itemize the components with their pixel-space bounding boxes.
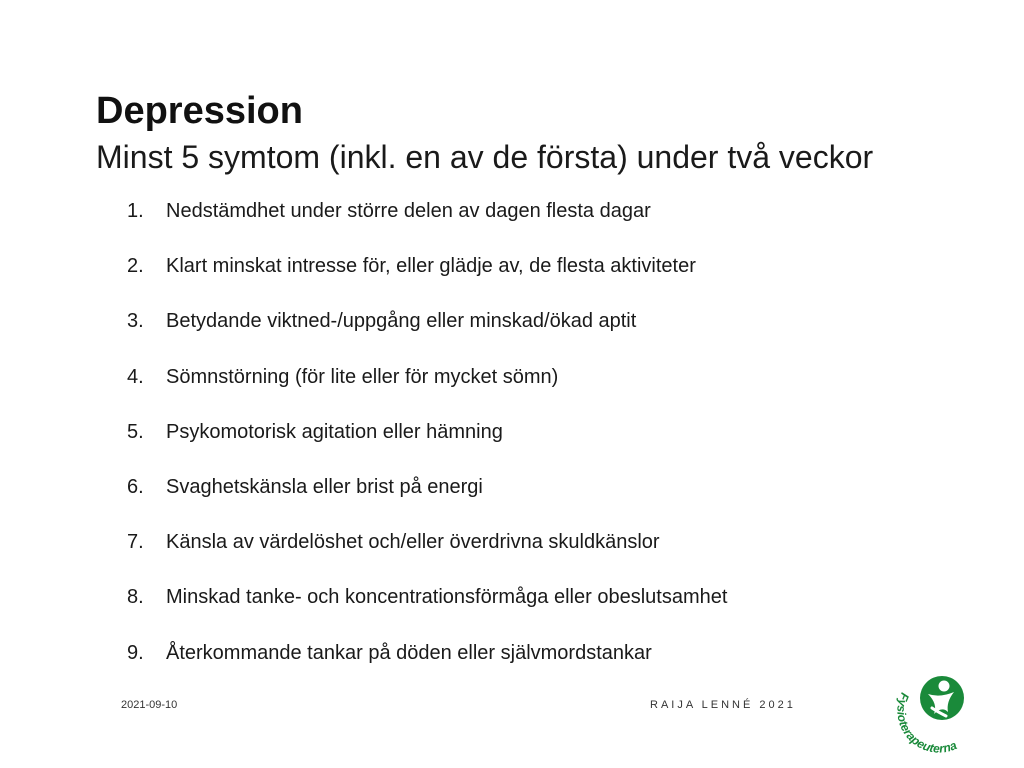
footer-date: 2021-09-10 [121,699,178,711]
list-item-text: Minskad tanke- och koncentrationsförmåga eller obeslutsamhet [166,586,728,609]
list-item-text: Klart minskat intresse för, eller glädje av, de flesta aktiviteter [166,255,696,278]
footer-author: RAIJA LENNÉ 2021 [650,699,796,711]
list-item-text: Betydande viktned-/uppgång eller minskad/ökad aptit [166,310,637,333]
list-item-text: Återkommande tankar på döden eller självmordstankar [166,641,652,664]
list-item-number: 6. [127,475,144,498]
list-item-number: 8. [127,586,144,609]
figure-logo-icon [888,664,988,754]
list-item-text: Svaghetskänsla eller brist på energi [166,475,483,498]
list-item-number: 1. [127,200,144,222]
list-item-number: 3. [127,310,144,333]
logo-text: Fysioterapeuterna [894,690,959,754]
slide-subtitle: Minst 5 symtom (inkl. en av de första) under två veckor [96,139,874,175]
list-item-number: 2. [127,255,144,278]
list-item-number: 5. [127,420,144,443]
list-item-number: 7. [127,531,144,554]
list-item-number: 9. [127,641,144,664]
list-item-text: Sömnstörning (för lite eller för mycket sömn) [166,365,559,388]
list-item-text: Känsla av värdelöshet och/eller överdrivna skuldkänslor [166,531,660,554]
logo [888,664,988,754]
list-item-text: Nedstämdhet under större delen av dagen flesta dagar [166,200,651,222]
list-item-number: 4. [127,365,144,388]
slide-title: Depression [96,90,303,132]
list-item-text: Psykomotorisk agitation eller hämning [166,420,503,443]
